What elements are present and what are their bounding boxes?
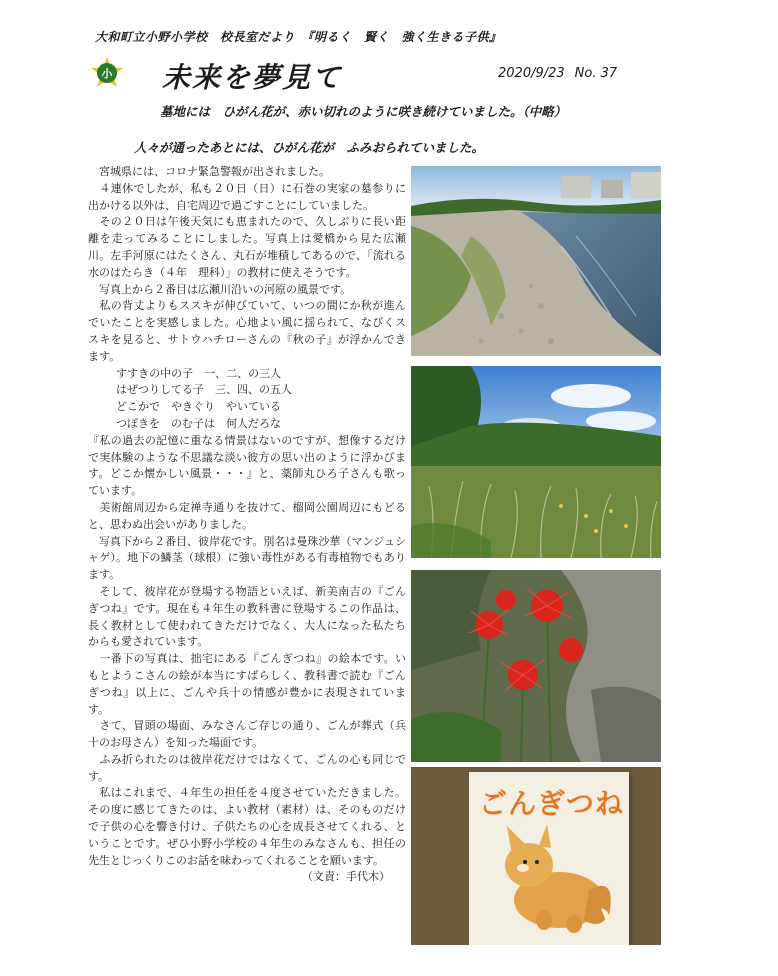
paragraph: 写真上から２番目は広瀬川沿いの河原の風景です。 bbox=[88, 282, 352, 296]
subheading-quote-2: 人々が通ったあとには、ひがん花が ふみおられていました。 bbox=[134, 140, 485, 155]
paragraph: 美術館周辺から定禅寺通りを抜けて、榴岡公園周辺にもどると、思わぬ出会いがありました。 bbox=[88, 500, 406, 531]
school-newsletter-line: 大和町立小野小学校 校長室だより 『明るく 賢く 強く生きる子供』 bbox=[95, 30, 502, 44]
paragraph: さて、冒頭の場面、みなさんご存じの通り、ごんが葬式（兵十のお母さん）を知った場面です。 bbox=[88, 719, 406, 750]
paragraph: 私の背丈よりもススキが伸びていて、いつの間にか秋が進んでいたことを実感しました。心地よい風に揺られて、なびくススキを見ると、サトウハチローさんの『秋の子』が浮かんできます。 bbox=[88, 299, 406, 363]
paragraph: 宮城県には、コロナ緊急警報が出されました。 bbox=[88, 165, 330, 178]
issue-number: No. 37 bbox=[574, 66, 618, 81]
flower-photo bbox=[411, 570, 661, 762]
poem-line: どこかで やきぐり やいている bbox=[116, 400, 281, 414]
paragraph: 私はこれまで、４年生の担任を４度させていただきました。その度に感じてきたのは、よい教材（素材）は、そのものだけで子供の心を響き付け、子供たちの心を成長させてくれる、ということです。ぜひ小野小学校の４年生のみなさんも、担任の先生とじっくりこのお話を味わってくれることを願います。 bbox=[88, 786, 406, 867]
poem-line: はぜつりしてる子 三、四、の五人 bbox=[116, 383, 292, 397]
paragraph: その２０日は午後天気にも恵まれたので、久しぶりに長い距離を走ってみることにしました。写真上は愛橋から見た広瀬川。左手河原にはたくさん、丸石が堆積してあるので、「流れる水のはたらき（４年 理科）」の教材に使えそうです。 bbox=[88, 215, 406, 279]
poem-line: すすきの中の子 一、二、の三人 bbox=[116, 366, 282, 380]
school-emblem-logo bbox=[90, 56, 124, 90]
paragraph: 写真下から２番目、彼岸花です。別名は曼珠沙華（マンジュシャゲ）。地下の鱗茎（球根）に強い毒性がある有毒植物でもあります。 bbox=[88, 534, 406, 582]
poem-line: つぼきを のむ子は 何人だろな bbox=[116, 416, 281, 430]
field-photo bbox=[411, 366, 661, 558]
paragraph: 一番下の写真は、拙宅にある『ごんぎつね』の絵本です。いもとようこさんの絵が本当にすばらしく、教科書で読む『ごんぎつね』以上に、ごんや兵十の情感が豊かに表現されています。 bbox=[88, 652, 406, 716]
book-cover bbox=[469, 772, 629, 945]
book-photo bbox=[411, 767, 661, 945]
paragraph: 『私の過去の記憶に重なる情景はないのですが、想像するだけで実体験のような不思議な淡い彼方の思い出のように浮かびます。どこか懐かしい風景・・・』と、薬師丸ひろ子さんも歌っています。 bbox=[88, 433, 406, 498]
paragraph: ふみ折られたのは彼岸花だけではなくて、ごんの心も同じです。 bbox=[88, 752, 406, 783]
book-title: ごんぎつね bbox=[479, 787, 625, 820]
article-body bbox=[88, 164, 406, 886]
date-text: 2020/9/23 bbox=[498, 66, 565, 81]
paragraph: ４連休でしたが、私も２０日（日）に石巻の実家の墓参りに出かける以外は、自宅周辺で過ごすことにしていました。 bbox=[88, 181, 406, 212]
paragraph: そして、彼岸花が登場する物語といえば、新美南吉の『ごんぎつね』です。現在も４年生の教科書に登場するこの作品は、長く教材として使われてきただけでなく、大人になった私たちからも愛されています。 bbox=[88, 584, 406, 649]
subheading-quote-1: 墓地には ひがん花が、赤い切れのように咲き続けていました。（中略） bbox=[160, 104, 567, 119]
fox-illustration bbox=[489, 820, 619, 940]
emblem-char: 小 bbox=[101, 67, 113, 81]
author-credit: （文責：手代木） bbox=[302, 870, 390, 884]
river-photo bbox=[411, 166, 661, 356]
issue-date bbox=[498, 66, 617, 81]
page-title: 未来を夢見て bbox=[162, 61, 343, 94]
